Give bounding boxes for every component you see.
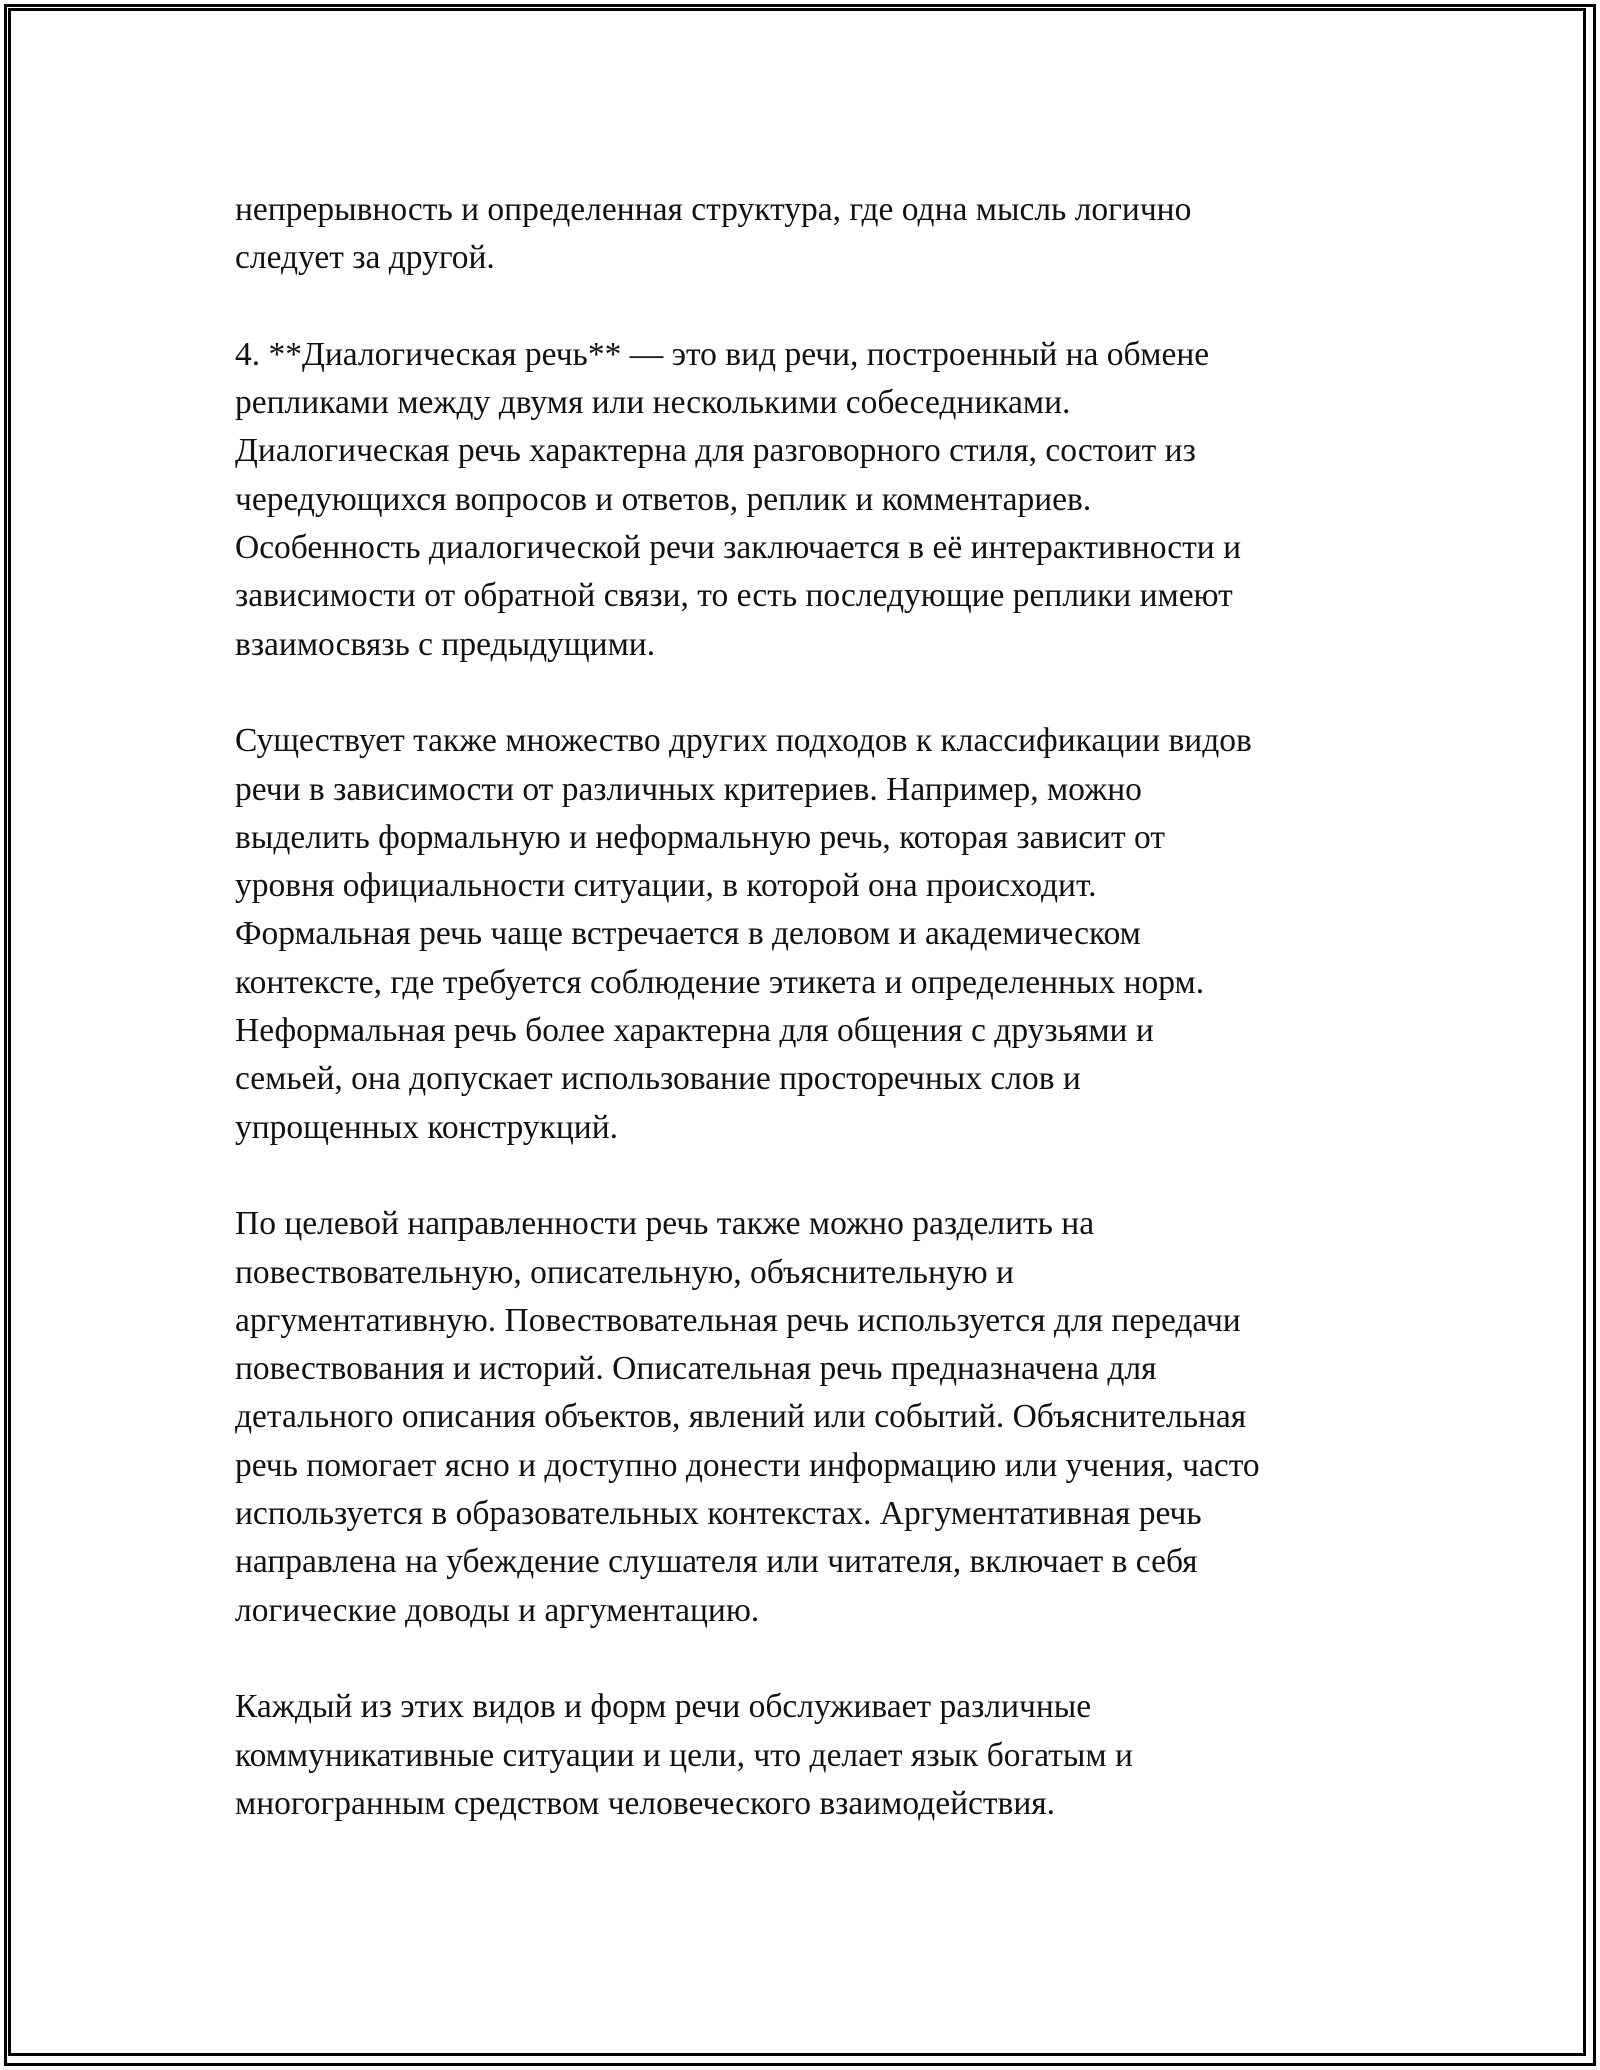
text-line: По целевой направленности речь также можно разделить на xyxy=(235,1205,1095,1243)
text-line: аргументативную. Повествовательная речь используется для передачи xyxy=(235,1301,1241,1339)
text-line: направлена на убеждение слушателя или читателя, включает в себя xyxy=(235,1543,1198,1581)
text-line: детального описания объектов, явлений или событий. Объяснительная xyxy=(235,1398,1247,1436)
text-line: используется в образовательных контекстах. Аргументативная речь xyxy=(235,1495,1202,1533)
text-line: Формальная речь чаще встречается в деловом и академическом xyxy=(235,915,1141,953)
text-line: взаимосвязь с предыдущими. xyxy=(235,625,656,663)
text-line: Особенность диалогической речи заключается в её интерактивности и xyxy=(235,529,1242,567)
text-line: уровня официальности ситуации, в которой она происходит. xyxy=(235,867,1097,905)
text-line: репликами между двумя или несколькими собеседниками. xyxy=(235,384,1071,422)
text-line: Существует также множество других подходов к классификации видов xyxy=(235,722,1252,760)
document-body xyxy=(235,186,1385,1828)
text-line: речь помогает ясно и доступно донести информацию или учения, часто xyxy=(235,1446,1260,1484)
paragraph-conclusion xyxy=(235,1683,1385,1828)
text-line: выделить формальную и неформальную речь, которая зависит от xyxy=(235,818,1166,856)
text-line: Диалогическая речь характерна для разговорного стиля, состоит из xyxy=(235,432,1196,470)
text-line: чередующихся вопросов и ответов, реплик и комментариев. xyxy=(235,480,1092,518)
paragraph-continuation xyxy=(235,186,1385,283)
text-line: логические доводы и аргументацию. xyxy=(235,1591,760,1629)
text-line: повествовательную, описательную, объяснительную и xyxy=(235,1253,1014,1291)
text-line: непрерывность и определенная структура, где одна мысль логично xyxy=(235,191,1192,228)
text-line: зависимости от обратной связи, то есть последующие реплики имеют xyxy=(235,577,1233,615)
paragraph-formal-informal xyxy=(235,717,1385,1152)
text-line: повествования и историй. Описательная речь предназначена для xyxy=(235,1350,1157,1388)
text-line: Каждый из этих видов и форм речи обслуживает различные xyxy=(235,1688,1092,1726)
text-line: многогранным средством человеческого взаимодействия. xyxy=(235,1784,1056,1822)
text-line: 4. **Диалогическая речь** — это вид речи, построенный на обмене xyxy=(235,335,1210,373)
paragraph-dialogic-speech xyxy=(235,331,1385,669)
text-line: следует за другой. xyxy=(235,239,495,277)
text-line: контексте, где требуется соблюдение этикета и определенных норм. xyxy=(235,963,1205,1001)
text-line: Неформальная речь более характерна для общения с друзьями и xyxy=(235,1012,1154,1050)
text-line: семьей, она допускает использование просторечных слов и xyxy=(235,1060,1081,1098)
paragraph-purpose-types xyxy=(235,1200,1385,1635)
text-line: коммуникативные ситуации и цели, что делает язык богатым и xyxy=(235,1736,1133,1774)
text-line: речи в зависимости от различных критериев. Например, можно xyxy=(235,770,1142,808)
text-line: упрощенных конструкций. xyxy=(235,1108,618,1146)
